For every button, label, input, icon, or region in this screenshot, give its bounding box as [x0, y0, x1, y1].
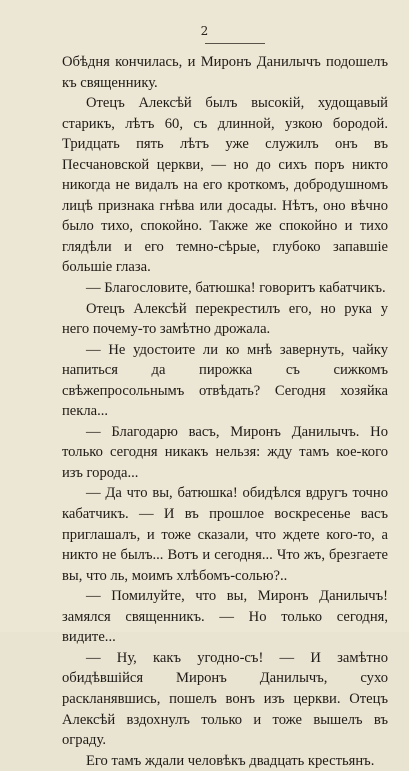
paragraph: Обѣдня кончилась, и Миронъ Данилычъ подошелъ къ священнику. [62, 54, 388, 91]
page-number: 2 [200, 24, 209, 38]
paragraph: Его тамъ ждали человѣкъ двадцать крестьянъ. [86, 752, 375, 769]
header-rule [205, 43, 265, 44]
body-text [62, 52, 388, 771]
paragraph: — Ну, какъ угодно-съ! — И замѣтно обидѣвшійся Миронъ Данилычъ, сухо раскланявшись, пошелъ вонъ изъ церкви. Отецъ Алексѣй вздохнулъ только и тоже вышелъ въ ограду. [62, 649, 388, 749]
paragraph: — Благословите, батюшка! говоритъ кабатчикъ. [86, 280, 386, 297]
paragraph: — Не удостоите ли ко мнѣ завернуть, чайку напиться да пирожка съ сижкомъ свѣжепросольнымъ отвѣдать? Сегодня хозяйка пекла... [62, 341, 388, 420]
paragraph: — Благодарю васъ, Миронъ Данилычъ. Но только сегодня никакъ нельзя: жду тамъ кое-кого изъ города... [62, 423, 388, 481]
paragraph: — Помилуйте, что вы, Миронъ Данилычъ! замялся священникъ. — Но только сегодня, видите... [62, 588, 388, 646]
paragraph: Отецъ Алексѣй былъ высокій, худощавый старикъ, лѣтъ 60, съ длинной, узкою бородой. Тридцать пять лѣтъ уже служилъ онъ въ Песчановской церкви, — но до сихъ поръ никто никогда не видалъ на его кроткомъ, добродушномъ лицѣ признака гнѣва или досады. Нѣтъ, оно вѣчно было тихо, спокойно. Также же спокойно и тихо глядѣли и его темно-сѣрые, глубоко запавшіе большіе глаза. [62, 95, 388, 276]
paragraph: Отецъ Алексѣй перекрестилъ его, но рука у него почему-то замѣтно дрожала. [62, 300, 388, 338]
paragraph: — Да что вы, батюшка! обидѣлся вдругъ точно кабатчикъ. — И въ прошлое воскресенье васъ приглашалъ, и тоже сказали, что ждете кого-то, а никто не былъ... Вотъ и сегодня... Что жъ, брезгаете вы, что ль, моимъ хлѣбомъ-солью?.. [62, 485, 388, 584]
